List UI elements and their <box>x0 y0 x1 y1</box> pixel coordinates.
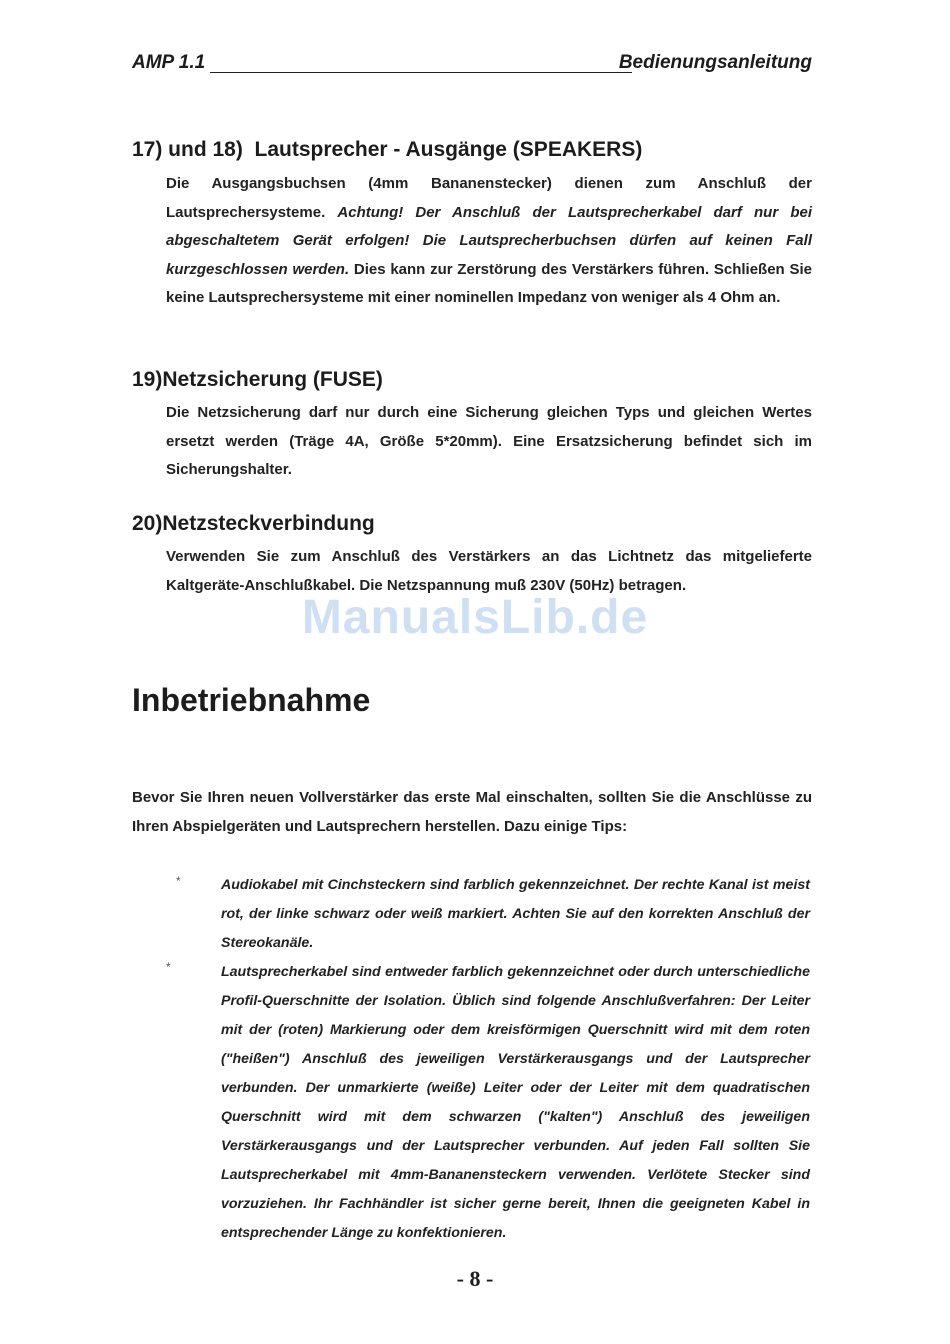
section-19-title <box>132 368 383 392</box>
chapter-heading: Inbetriebnahme <box>132 682 371 718</box>
section-20-body: Verwenden Sie zum Anschluß des Verstärkers an das Lichtnetz das mitgelieferte Kaltgeräte-Anschlußkabel. Die Netzspannung muß 230V (50Hz) betragen. <box>166 548 812 594</box>
section-19-body: Die Netzsicherung darf nur durch eine Sicherung gleichen Typs und gleichen Wertes ersetzt werden (Träge 4A, Größe 5*20mm). Eine Ersatzsicherung befindet sich im Sicherungshalter. <box>166 404 812 478</box>
section-17-body <box>166 170 812 313</box>
section-17-text-2: Dies kann zur Zerstörung des Verstärkers führen. Schließen Sie keine Lautsprechersysteme mit einer nominellen Impedanz von weniger als 4 Ohm an. <box>166 260 812 306</box>
bullet-marker-2: * <box>166 960 171 974</box>
section-17-heading: Lautsprecher - Ausgänge (SPEAKERS) <box>254 138 643 161</box>
intro-paragraph: Bevor Sie Ihren neuen Vollverstärker das erste Mal einschalten, sollten Sie die Anschlüsse zu Ihren Abspielgeräten und Lautsprechern herstellen. Dazu einige Tips: <box>132 789 812 835</box>
header-doc-id: AMP 1.1 <box>132 52 206 73</box>
header-doc-title: Bedienungsanleitung <box>618 52 812 73</box>
section-19-heading: Netzsicherung (FUSE) <box>162 368 383 391</box>
section-20-title <box>132 512 375 536</box>
watermark: ManualsLib.de <box>301 591 649 644</box>
section-20-number: 20) <box>132 512 163 535</box>
section-20-heading: Netzsteckverbindung <box>162 512 375 535</box>
page-number: - 8 - <box>456 1266 494 1291</box>
bullet-text-1: Audiokabel mit Cinchsteckern sind farblich gekennzeichnet. Der rechte Kanal ist meist rot, der linke schwarz oder weiß markiert. Achten Sie auf den korrekten Anschluß der Stereokanäle. <box>221 877 810 951</box>
bullet-text-2: Lautsprecherkabel sind entweder farblich gekennzeichnet oder durch unterschiedliche Profil-Querschnitte der Isolation. Üblich sind folgende Anschlußverfahren: Der Leiter mit der (roten) Markierung oder dem kreisförmigen Querschnitt wird mit dem roten ("heißen") Anschluß des jeweiligen Verstärkerausgangs und der Lautsprecher verbunden. Der unmarkierte (weiße) Leiter oder der Leiter mit dem quadratischen Querschnitt wird mit dem schwarzen ("kalten") Anschluß des jeweiligen Verstärkerausgangs und der Lautsprecher verbunden. Auf jeden Fall sollten Sie Lautsprecherkabel mit 4mm-Bananensteckern verwenden. Verlötete Stecker sind vorzuziehen. Ihr Fachhändler ist sicher gerne bereit, Ihnen die geeigneten Kabel in entsprechender Länge zu konfektionieren. <box>221 964 810 1241</box>
section-17-title <box>132 138 642 162</box>
bullet-marker-1: * <box>176 874 181 888</box>
section-19-number: 19) <box>132 368 163 391</box>
section-17-text-1: Die Ausgangsbuchsen (4mm Bananenstecker) dienen zum Anschluß der Lautsprechersysteme. <box>166 175 812 221</box>
section-17-warning: Achtung! Der Anschluß der Lautsprecherkabel darf nur bei abgeschaltetem Gerät erfolgen! Die Lautsprecherbuchsen dürfen auf keinen Fall kurzgeschlossen werden. <box>166 203 812 278</box>
section-17-number: 17) und 18) <box>132 138 243 161</box>
header-rule <box>210 72 632 73</box>
